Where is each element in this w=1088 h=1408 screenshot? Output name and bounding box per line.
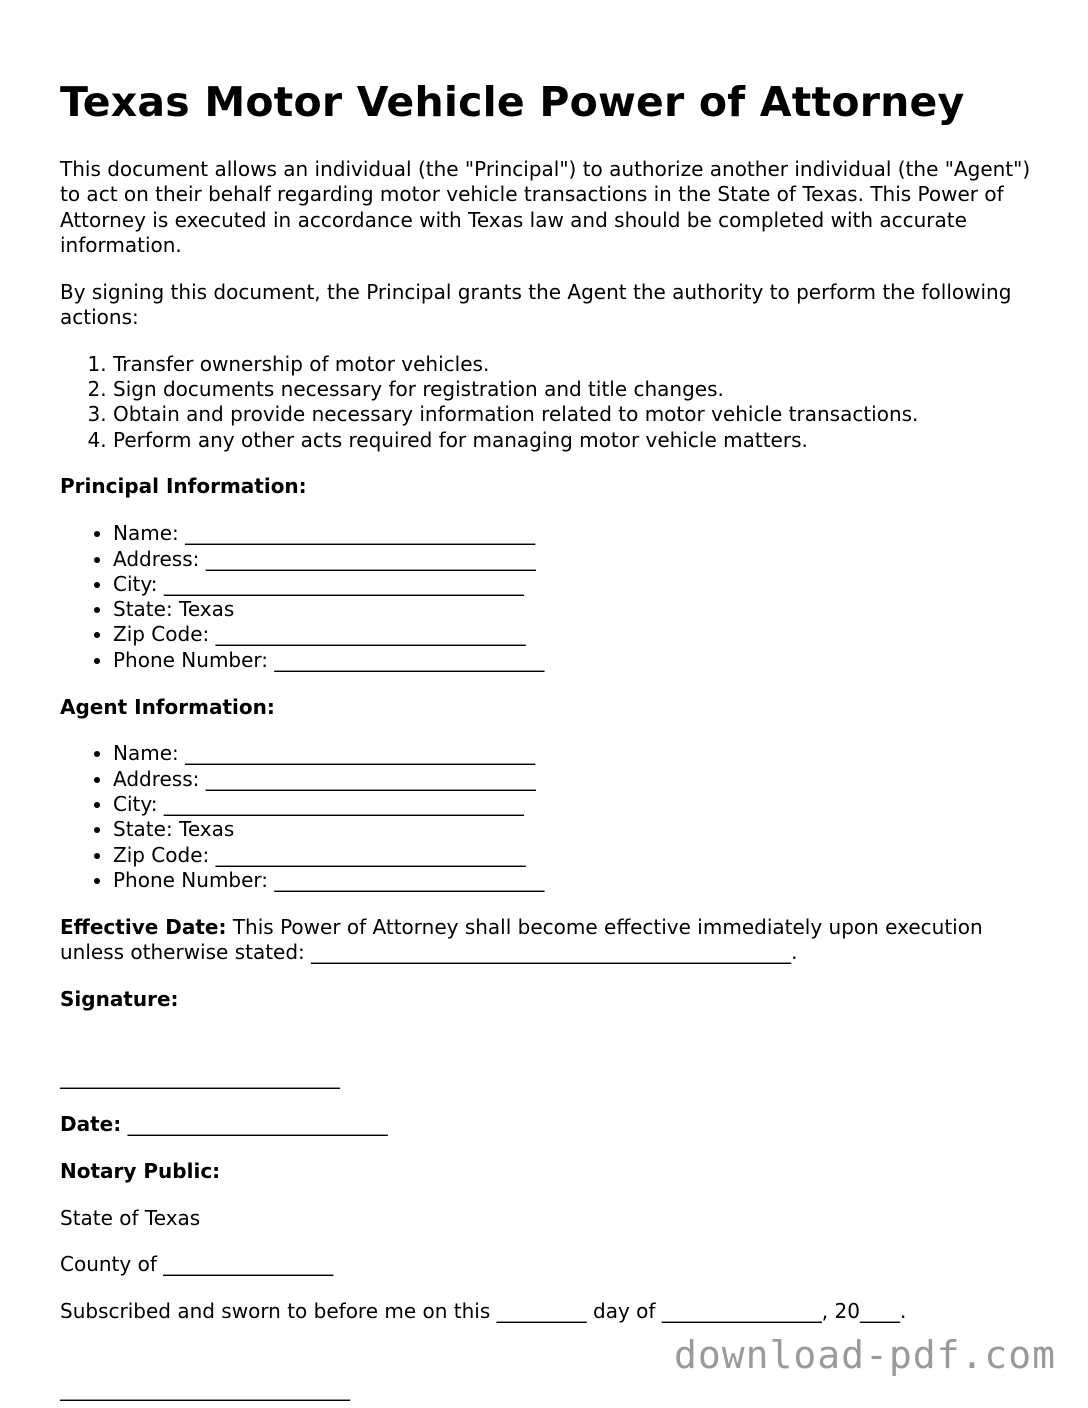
agent-fields [60, 741, 1040, 893]
agent-address-field: • Address: _________________________________ [113, 767, 1040, 792]
document-page [60, 74, 1040, 1403]
action-item: 2. Sign documents necessary for registration and title changes. [113, 377, 1040, 402]
agent-city-field: • City: ____________________________________ [113, 792, 1040, 817]
principal-city-field: • City: ____________________________________ [113, 572, 1040, 597]
principal-state-field: • State: Texas [113, 597, 1040, 622]
effective-date-text: This Power of Attorney shall become effective immediately upon execution unless otherwise stated: ________________________________________________. [60, 914, 983, 964]
principal-address-field: • Address: _________________________________ [113, 547, 1040, 572]
notary-state: State of Texas [60, 1205, 201, 1230]
principal-heading: Principal Information: [60, 474, 307, 499]
intro-paragraph: This document allows an individual (the "Principal") to authorize another individual (the "Agent") to act on their behalf regarding motor vehicle transactions in the State of Texas. This Power of Attorney is executed in accordance with Texas law and should be completed with accurate information. [60, 157, 1031, 257]
document-title: Texas Motor Vehicle Power of Attorney [60, 78, 965, 126]
signature-blank: ____________________________ [60, 1065, 340, 1090]
date-blank: __________________________ [121, 1111, 388, 1136]
notary-signature-blank: _____________________________ [60, 1377, 350, 1402]
notary-sworn-statement: Subscribed and sworn to before me on this _________ day of ________________, 20____. [60, 1299, 907, 1324]
agent-heading: Agent Information: [60, 694, 275, 719]
action-item: 4. Perform any other acts required for managing motor vehicle matters. [113, 428, 1040, 453]
agent-phone-field: • Phone Number: ___________________________ [113, 868, 1040, 893]
principal-fields [60, 521, 1040, 673]
agent-state-field: • State: Texas [113, 817, 1040, 842]
date-line [60, 1112, 1040, 1137]
principal-name-field: • Name: ___________________________________ [113, 521, 1040, 546]
principal-zip-field: • Zip Code: _______________________________ [113, 622, 1040, 647]
action-item: 3. Obtain and provide necessary information related to motor vehicle transactions. [113, 402, 1040, 427]
signature-line [60, 1034, 1040, 1091]
action-item: 1. Transfer ownership of motor vehicles. [113, 352, 1040, 377]
effective-date-label: Effective Date: [60, 914, 227, 939]
effective-date-paragraph [60, 915, 1040, 966]
grant-paragraph: By signing this document, the Principal grants the Agent the authority to perform the following actions: [60, 279, 1012, 329]
principal-phone-field: • Phone Number: ___________________________ [113, 648, 1040, 673]
agent-zip-field: • Zip Code: _______________________________ [113, 843, 1040, 868]
agent-name-field: • Name: ___________________________________ [113, 741, 1040, 766]
date-label: Date: [60, 1111, 122, 1136]
notary-county: County of _________________ [60, 1252, 334, 1277]
actions-list [60, 352, 1040, 453]
notary-heading: Notary Public: [60, 1158, 221, 1183]
site-watermark: download-pdf.com [673, 1333, 1056, 1377]
signature-heading: Signature: [60, 986, 179, 1011]
